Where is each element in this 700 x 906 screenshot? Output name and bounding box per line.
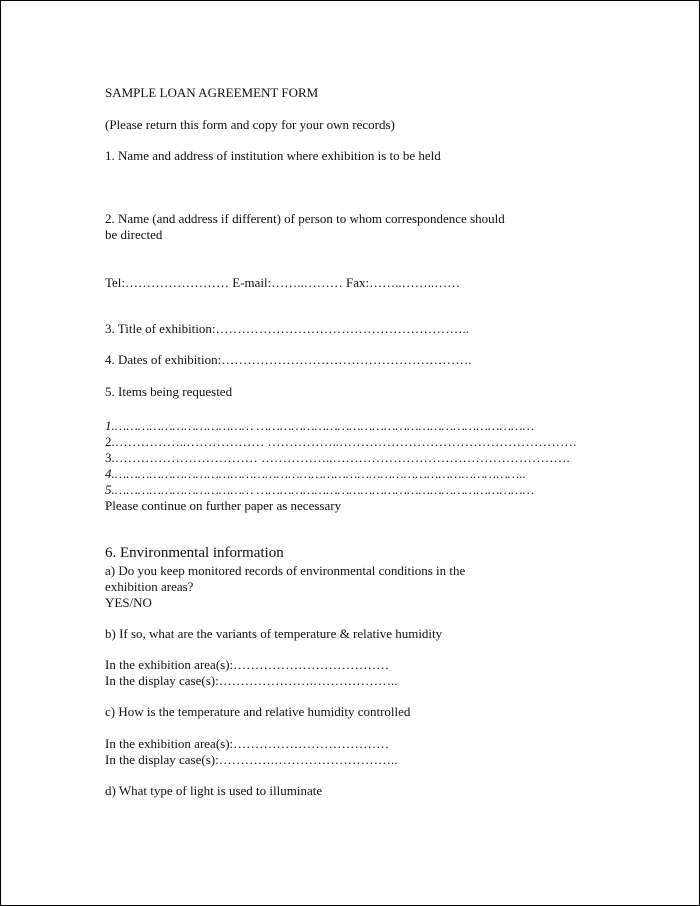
question-5: 5. Items being requested xyxy=(105,384,233,399)
display-case-field: In the display case(s):………….……………………….. xyxy=(105,752,398,767)
question-6d: d) What type of light is used to illuminate xyxy=(105,783,323,798)
question-3: 3. Title of exhibition:………………………………………………….. xyxy=(105,321,470,336)
item-line: 5.……………………………… ……………………………………………………………… xyxy=(105,482,535,497)
exhibition-area-field: In the exhibition area(s):……………………………… xyxy=(105,736,390,751)
question-6c: c) How is the temperature and relative humidity controlled xyxy=(105,704,411,719)
continue-note: Please continue on further paper as necessary xyxy=(105,498,342,513)
item-line: 4.…………………………………………………………………………………………….. xyxy=(105,466,526,481)
display-case-field: In the display case(s):………………….……………….. xyxy=(105,673,398,688)
question-2-line-2: be directed xyxy=(105,227,163,242)
contact-line: Tel:…………………… E-mail:……..……… Fax:……..……..…… xyxy=(105,275,461,290)
exhibition-area-field: In the exhibition area(s):……………………………… xyxy=(105,657,390,672)
instruction-text: (Please return this form and copy for your own records) xyxy=(105,117,395,132)
item-line: 3.…………………………… ……………..………………………………………………. xyxy=(105,450,570,465)
section-6-heading: 6. Environmental information xyxy=(105,545,284,561)
question-6a-answer: YES/NO xyxy=(105,595,152,610)
question-6a-line-2: exhibition areas? xyxy=(105,579,194,594)
question-6b: b) If so, what are the variants of temperature & relative humidity xyxy=(105,626,443,641)
item-line: 1.……………………………… ……………………………………………………………… xyxy=(105,418,535,433)
item-line: 2.……………..……………… ……………..………………………………………………. xyxy=(105,434,577,449)
question-4: 4. Dates of exhibition:…………………………………………………. xyxy=(105,352,472,367)
question-6a-line-1: a) Do you keep monitored records of environmental conditions in the xyxy=(105,563,466,578)
form-title: SAMPLE LOAN AGREEMENT FORM xyxy=(105,85,319,100)
question-1: 1. Name and address of institution where exhibition is to be held xyxy=(105,148,441,163)
question-2-line-1: 2. Name (and address if different) of person to whom correspondence should xyxy=(105,211,505,226)
